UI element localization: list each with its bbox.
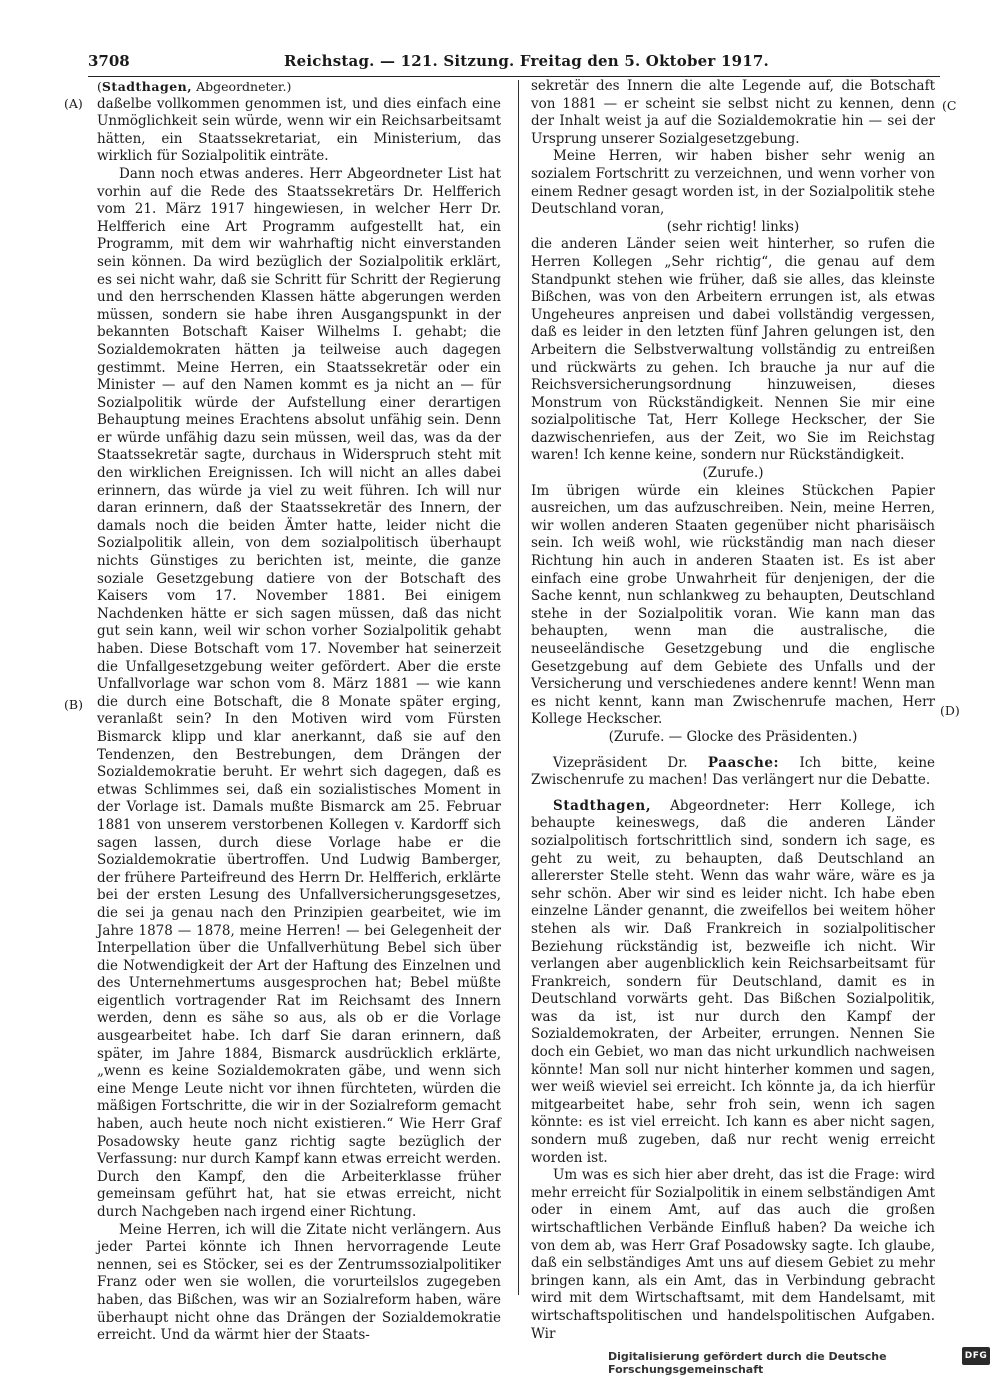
- speaker-tag-role: Abgeordneter.): [196, 79, 292, 94]
- margin-label-b: (B): [64, 697, 83, 712]
- margin-label-a: (A): [64, 96, 83, 111]
- margin-label-c: (C: [942, 98, 957, 113]
- page-header: [88, 50, 940, 77]
- running-title: Reichstag. — 121. Sitzung. Freitag den 5. Oktober 1917.: [284, 52, 769, 70]
- speaker-tag: (Stadthagen, Abgeordneter.): [97, 79, 292, 94]
- paragraph: Meine Herren, wir haben bisher sehr wenig an sozialem Fortschritt zu verzeichnen, und wenn vorher von einem Redner gesagt worden ist, in der Sozialpolitik stehe Deutschland voran,: [531, 148, 935, 218]
- digitization-footer: [608, 1347, 990, 1376]
- paragraph: Um was es sich hier aber dreht, das ist die Frage: wird mehr erreicht für Sozialpolitik in einem selbständigen Amt oder in einem Amt, auf das auch die großen wirtschaftlichen Verbände Einfluß haben? Da weiche ich von dem ab, was Herr Graf Posadowsky sagte. Ich glaube, daß ein selbständiges Amt uns auf diesem Gebiet zu mehr bringen kann, als ein Amt, das in Verbindung gebracht wird mit dem Wirtschaftsamt, mit dem Handelsamt, mit wirtschaftspolitischen und handelspolitischen Aufgaben. Wir: [531, 1167, 935, 1342]
- column-rule: [518, 80, 519, 1295]
- paragraph: sekretär des Innern die alte Legende auf, die Botschaft von 1881 — er scheint sie selbst nicht zu kennen, denn der Inhalt weist ja auf die Sozialdemokratie hin — sei der Ursprung unserer Sozialgesetzgebung.: [531, 78, 935, 147]
- paragraph: daßelbe vollkommen genommen ist, und dies einfach eine Unmöglichkeit sein würde, wenn wir ein Reichsarbeitsamt hätten, ein Staatssekretariat, ein Ministerium, das wirklich für Sozialpolitik einträte.: [97, 95, 501, 165]
- dfg-logo-icon: DFG: [962, 1347, 990, 1365]
- interjection: (Zurufe. — Glocke des Präsidenten.): [608, 728, 858, 745]
- paragraph: die anderen Länder seien weit hinterher, so rufen die Herren Kollegen „Sehr richtig“, die genau auf dem Standpunkt stehen wie früher, daß sie alles, das kleinste Bißchen, was von den Arbeitern errungen ist, als etwas Ungeheures anpreisen und dabei vollständig vergessen, daß es leider in den letzten fünf Jahren gelungen ist, den Arbeitern die Selbstverwaltung vollständig zu entreißen und rückwärts zu gehen. Ich brauche ja nur auf die Reichsversicherungsordnung hinzuweisen, dieses Monstrum von Rückständigkeit. Nennen Sie mir eine sozialpolitische Tat, Herr Kollege Heckscher, der Sie dazwischenriefen, aus der Zeit, wo Sie im Reichstag waren! Ich kenne keine, sondern nur Rückständigkeit.: [531, 236, 935, 464]
- speaker-name: Stadthagen,: [553, 797, 652, 814]
- paragraph: Im übrigen würde ein kleines Stückchen Papier ausreichen, um das aufzuschreiben. Nein, meine Herren, wir wollen anderen Staaten gegenüber nicht pharisäisch sein. Ich weiß wohl, wie rückständig man nach dieser Richtung hin auch in anderen Staaten ist. Es ist aber einfach eine grobe Unwahrheit für denjenigen, der die Sache kennt, nun schlankweg zu behaupten, Deutschland stehe in der Sozialpolitik voran. Wie kann man das behaupten, wenn man die australische, die neuseeländische Gesetzgebung und die englische Gesetzgebung auf dem Gebiete des Unfalls und der Versicherung und verschiedenes andere kennt! Wenn man es nicht kennt, kann man Zwischenrufe machen, Herr Kollege Heckscher.: [531, 482, 935, 728]
- speech-stadthagen: Stadthagen, Abgeordneter: Herr Kollege, ich behaupte keineswegs, daß die anderen Länder sozialpolitisch fortschrittlich sind, sondern ich sage, es geht zu weit, zu behaupten, daß Deutschland an allererster Stelle steht. Wenn das wahr wäre, wäre es ja sehr schön. Aber wir sind es leider nicht. Ich habe eben einzelne Länder genannt, die zweifellos bei weitem höher stehen als wir. Daß Frankreich in sozialpolitischer Beziehung rückständig ist, bezweifle ich nicht. Wir verlangen aber augenblicklich kein Reichsarbeitsamt für Frankreich, sondern für Deutschland, damit es in Deutschland vorwärts geht. Das Bißchen Sozialpolitik, was da ist, ist nur durch den Kampf der Sozialdemokraten, der Arbeiter, errungen. Nennen Sie doch ein Gebiet, wo man das nicht urkundlich nachweisen könnte! Man soll nur nicht hinterher kommen und sagen, wer weiß wieviel sei erreicht. Ich könnte ja, da ich hierfür mitgearbeitet habe, sehr froh sein, wenn ich sagen könnte: es ist viel erreicht. Ich kann es aber nicht sagen, sondern muß zugeben, daß nur recht wenig erreicht worden ist.: [531, 797, 936, 1166]
- speech-vizepraesident: Vizepräsident Dr. Paasche: Ich bitte, keine Zwischenrufe zu machen! Das verlängert nur die Debatte.: [531, 754, 936, 789]
- speaker-name: Paasche:: [707, 754, 780, 771]
- footer-text: Digitalisierung gefördert durch die Deutsche Forschungsgemeinschaft: [608, 1350, 887, 1376]
- left-column: [97, 78, 501, 1345]
- paragraph: Dann noch etwas anderes. Herr Abgeordneter List hat vorhin auf die Rede des Staatssekretärs Dr. Helfferich vom 21. März 1917 hingewiesen, in welcher Herr Dr. Helfferich eine Art Programm aufgestellt hat, ein Programm, mit dem wir wahrhaftig nicht einverstanden sein können. Da wird bezüglich der Sozialpolitik erklärt, es sei nicht wahr, daß sie Schritt für Schritt der Regierung und den herrschenden Klassen hätte abgerungen werden müssen, sondern sie habe ihren Ausgangspunkt in der bekannten Botschaft Kaiser Wilhelms I. gehabt; die Sozialdemokraten hätten ja teilweise auch dagegen gestimmt. Meine Herren, ein Staatssekretär oder ein Minister — auf den Namen kommt es ja nicht an — für Sozialpolitik würde der Aufstellung einer derartigen Behauptung meines Erachtens absolut unfähig sein. Denn er würde unfähig dazu sein müssen, weil das, was da der Staatssekretär sagte, durchaus in Widerspruch steht mit den wirklichen Ereignissen. Ich will nicht an alles dabei erinnern, das würde ja viel zu weit führen. Ich will nur daran erinnern, daß der Staatssekretär des Innern, der damals noch die beiden Ämter hatte, leider nicht die Sozialpolitik allein, von dem sozialpolitisch überhaupt nichts Günstiges zu berichten ist, meinte, die ganze soziale Gesetzgebung datiere von der Botschaft des Kaisers vom 17. November 1881. Bei einigem Nachdenken hätte er sich sagen müssen, daß das nicht gut sein kann, weil wir schon vorher Sozialpolitik gehabt haben. Diese Botschaft vom 17. November hat seinerzeit die Unfallgesetzgebung weiter gefördert. Aber die erste Unfallvorlage war schon vom 8. März 1881 — wie kann die durch eine Botschaft, die 8 Monate später erging, veranlaßt sein? In den Motiven wird vom Fürsten Bismarck klipp und klar anerkannt, daß sie auf den Tendenzen, den Bestrebungen, dem Drängen der Sozialdemokratie beruht. Er wehrt sich dagegen, daß es etwas Schlimmes sei, daß ein sozialistisches Moment in der Vorlage ist. Damals mußte Bismarck am 25. Februar 1881 von unserem verstorbenen Kollegen v. Kardorff sich sagen lassen, durch diese Vorlage habe er die Sozialdemokratie übertroffen. Und Ludwig Bamberger, der frühere Parteifreund des Herrn Dr. Helfferich, erklärte bei der ersten Lesung des Unfallversicherungsgesetzes, die sei ja genau nach den Prinzipien gearbeitet, wie im Jahre 1878 — 1878, meine Herren! — bei Gelegenheit der Interpellation über die Unfallverhütung Bebel sich über die Notwendigkeit der Art der Haftung des Einzelnen und des Unternehmertums ausgesprochen hat; Bebel müßte eigentlich vortragender Rat im Reichsamt des Innern werden, denn es sähe so aus, als ob er die Vorlage ausgearbeitet habe. Ich darf Sie daran erinnern, daß später, im Jahre 1884, Bismarck ausdrücklich erklärte, „wenn es keine Sozialdemokraten gäbe, und wenn sich eine Menge Leute nicht vor ihnen fürchteten, würden die mäßigen Fortschritte, die wir in der Sozialreform gemacht haben, auch heute noch nicht existieren.“ Wie Herr Graf Posadowsky heute ganz richtig sagte bezüglich der Verfassung: nur durch Kampf kann etwas erreicht werden. Durch den Kampf, den die Arbeiterklasse früher gemeinsam geführt hat, hat sie etwas erreicht, nicht durch Nachgeben nach irgend einer Richtung.: [97, 165, 501, 1220]
- speaker-tag-name: Stadthagen,: [101, 79, 193, 94]
- interjection: (sehr richtig! links): [666, 218, 800, 235]
- paragraph: Meine Herren, ich will die Zitate nicht verlängern. Aus jeder Partei könnte ich Ihnen hervorragende Leute nennen, sei es Stöcker, sei es der Zentrumssozialpolitiker Franz oder wen sie wollen, die vorurteilslos zugegeben haben, das Bißchen, was wir an Sozialreform haben, wäre überhaupt nicht ohne das Drängen der Sozialdemokratie erreicht. Und da wärmt hier der Staats-: [97, 1221, 501, 1344]
- right-column: [531, 78, 935, 1343]
- interjection: (Zurufe.): [702, 465, 764, 482]
- page-number: 3708: [88, 52, 130, 70]
- margin-label-d: (D): [940, 703, 960, 718]
